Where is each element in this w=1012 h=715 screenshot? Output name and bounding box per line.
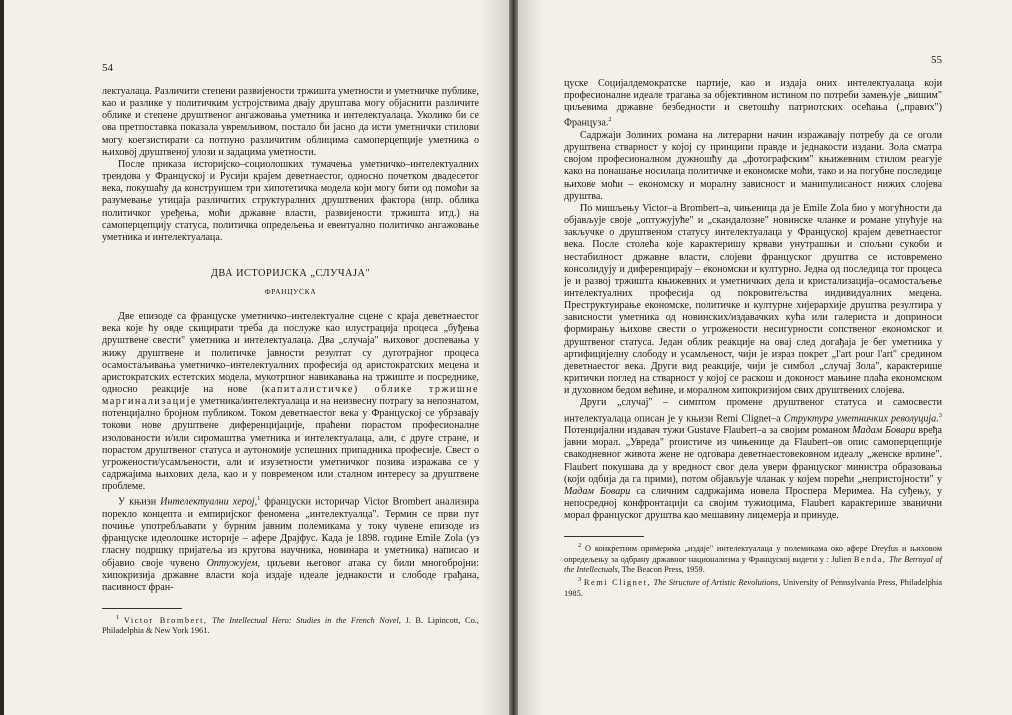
footnote xyxy=(564,575,942,599)
footnote-number: 2 xyxy=(578,542,582,550)
right-page xyxy=(518,0,1012,715)
paragraph xyxy=(102,311,479,493)
work-title: Оптужујем, xyxy=(206,557,261,569)
section-title: ДВА ИСТОРИЈСКА „СЛУЧАЈА" xyxy=(210,268,371,280)
footnote-author: Benda, xyxy=(853,554,887,564)
page-number: 55 xyxy=(931,54,942,66)
footnote-details: University of Pennsylvania Press, Philadelphia 1985. xyxy=(564,578,943,598)
footnote-number: 3 xyxy=(578,576,582,584)
paragraph xyxy=(102,493,479,594)
paragraph: Садржаји Золиних романа на литерарни начин изражавају потребу да се оголи друштвена стварност у којој су принципи правде и једнакости издани. Зола сматра својом професионалном дужношћу да „фотографским" књижевним стилом реагује како на понашање носилаца политичке и економске моћи, тако и на погубне последице њихове моћи – економску и моралну зависност и манипулисаност нижих слојева друштва. xyxy=(564,129,942,202)
text-run: циљеви његовог атака су били многоброjни: хипокризија државне власти која издаје идеале једнакости и слободе грађана, пасивност фран- xyxy=(102,557,479,593)
left-page xyxy=(4,0,509,715)
footnote-divider xyxy=(102,608,182,609)
footnote-ref: 3 xyxy=(938,411,942,419)
book-title: Интелектуални херој, xyxy=(160,496,258,508)
text-run: вређа јавни морал. „Увреда" proистиче из чињенице да Flaubert–ов опис самоперцепције свакодневног живота жене не одговара деветнаестовековном идеалу „женске врлине". Flaubert покушава да у вредност свог дела увери француског министра образовања (који одбија да га прими), потом објављује чланак у којем порећи „непристојности" у xyxy=(564,425,942,485)
paragraph xyxy=(564,78,942,130)
paragraph: лектуалаца. Различити степени развијености тржишта уметности и уметничке публике, као и разлике у политичким устројствима двају друштава могу објаснити различите облике и степене друштвеног ангажовања уметника и интелектуалаца. Уколико би се ова претпоставка показала увремљивом, постало би јасно да исти уметнички стилови могу коегзистирати са потпуно различитим облицима самоперцепције уметника о њиховој друштвеној улози и задацима уметности. xyxy=(102,86,479,158)
footnote-ref: 2 xyxy=(608,116,612,124)
text-run: француски историчар Victor Brombert анализира порекло концепта и емпиријског феномена „интелектуалца". Термин се први пут почиње употребљавати у бурним јавним полемикама у току чувене епизоде из француске идеолошке историје – афере Драјфус. Када је 1898. године Emile Zola (уз гласну подршку пријатеља из кругова научника, новинара и уметника) написао и објавио своје чувено xyxy=(102,496,480,569)
footnote-divider xyxy=(564,536,644,537)
section-subtitle: ФРАНЦУСКА xyxy=(264,287,317,297)
footnote-ref: 1 xyxy=(257,495,261,503)
page-number: 54 xyxy=(102,62,113,74)
text-run: Други „случај" – симптом промене друштвеног статуса и самосвести интелектуалаца описан је у књизи Remi Clignet–a xyxy=(564,397,942,424)
footnote-title: The Intellectual Hero: Studies in the French Novel, xyxy=(212,615,401,625)
book-title: Структура уметничких револуција. xyxy=(783,412,939,424)
novel-title: Мадам Бовари xyxy=(852,425,916,437)
text-run: У књизи xyxy=(118,496,161,508)
footnote-text: О конкретним примерима „издаје" интелектуалаца у полемикама око афере Dreyfus и њиховом опредељењу за одбрану државног национализма у Француској видети у : Julien xyxy=(564,544,943,564)
paragraph: По мишљењу Victor–a Brombert–a, чињеница да је Emile Zola био у могућности да објављује своје „оптужујуће" и „скандалозне" новинске чланке и романе упућује на закључке о друштвеном статусу интелектуалаца у Француској крајем деветнаестог века. После столећа које карактеришу крвави унутрашњи и спољни сукоби и нестабилност државне власти, слојеви француског друштва се истовремено консолидују и диференцирају – економски и културно. Једна од последица тог процеса је и развој тржишта књижевних и уметничких дела и кристализација–осамостаљење интелектуалних професија од покровитељства индивидуалних мецена. Преструктуирање економске, политичке и културне хијерархије друштва резултира у зависности уметника од новинских/издавачких кућа или галериста и доприноси формирању њихове свести о угрожености несигурности сопственог економског и друштвеног статуса. Један облик реакције на овај след догађаја је бег уметника у артифицијелну слободу и усамљеност, чији је израз покрет „l'art pour l'art" средином деветнаестог века. Други вид реакције, чији је симбол „случај Зола", карактерише критички поглед на стварност у којој се раскош и доконост мањине плаћа економском и духовном бедом већине, и моралном хипокризијом свих друштвених слојева. xyxy=(564,202,942,397)
text-run: Две епизоде са француске уметничко–интелектуалне сцене с краја деветнаестог века које ћу овде скицирати треба да послуже као илустрација процеса „буђења друштвене свести" уметника и интелектуалаца. Два „случаја" њиховог доспевања у жижу друштвене и политичке јавности резултат су дуготрајног процеса осамостаљивања уметничко–интелектуалних професија од аристократских мецена и аристократских естетских модела, мукотрпног навикавања на тржиште и посреднике, односно реакције на нове ( xyxy=(102,311,479,395)
footnote-number: 1 xyxy=(116,613,120,621)
text-run: Потенцијални издавач тужи Gustave Flaubert–а за својим романом xyxy=(564,425,853,437)
text-run: уметника/интелектуалаца и на неизвесну потрагу за непознатом, потенцијално бројном публиком. Током деветнаестог века у Француској се убрзавају токови нове друштвене диференцијације, праћени порастом професионалне изолованости и/или сиромаштва уметника и интелектуалаца, али, с друге стране, и порастом друштвеног статуса и аутономије успешних припадника професије. Свест о угрожености/усамљености, али и изузетности уметничког позива изражава се у садржајима њихових дела, као и у повременом или сталном интересу за друштвене проблеме. xyxy=(102,396,479,493)
spaced-text: капиталистичке) облике тржишне маргинализације xyxy=(102,383,479,408)
footnote xyxy=(564,541,942,575)
footnote-title: The Betrayal of the Intellectuals, xyxy=(564,554,942,574)
paragraph xyxy=(564,397,942,522)
footnote-author: Victor Brombert, xyxy=(123,615,208,625)
book-gutter xyxy=(509,0,518,715)
footnote-details: The Beacon Press, 1959. xyxy=(619,564,705,574)
footnote-title: The Structure of Artistic Revolutions, xyxy=(653,578,781,588)
footnote xyxy=(102,613,479,637)
footnote-details: J. B. Lipincott, Co., Philadelphia & New York 1961. xyxy=(102,615,479,636)
text-run: са сличним садржајима новела Проспера Меримеа. На суђењу, у непосредној конфронтацији са својим тужиоцима, Flaubert карактерише званични морал француског друштва као мешавину лицемерја и принуде. xyxy=(564,485,942,522)
footnote-author: Remi Clignet, xyxy=(583,578,651,588)
paragraph: После приказа историјско–социолошких тумачења уметничко–интелектуалних трендова у Француској и Русији крајем деветнаестог, односно почетком двадесетог века, покушаћу да конструишем три хипотетичка модела који могу бити од помоћи за разумевање утицаја различитих структуралних друштвених фактора (нпр. облика политичког уређења, моћи државне власти, развијености тржишта итд.) на самоперцепцију статуса, политичка опредељења и евентуално политичко ангажовање уметника и интелектуалаца. xyxy=(102,158,479,243)
novel-title: Мадам Бовари xyxy=(564,485,631,497)
text-run: цуске Социјалдемократске партије, као и издаја оних интелектуалаца који професионалне идеале трагања за објективном истином по потреби замењује „вишим" циљевима државне безбедности и светошћу патриотских осећања („правих") Француза. xyxy=(564,78,942,129)
